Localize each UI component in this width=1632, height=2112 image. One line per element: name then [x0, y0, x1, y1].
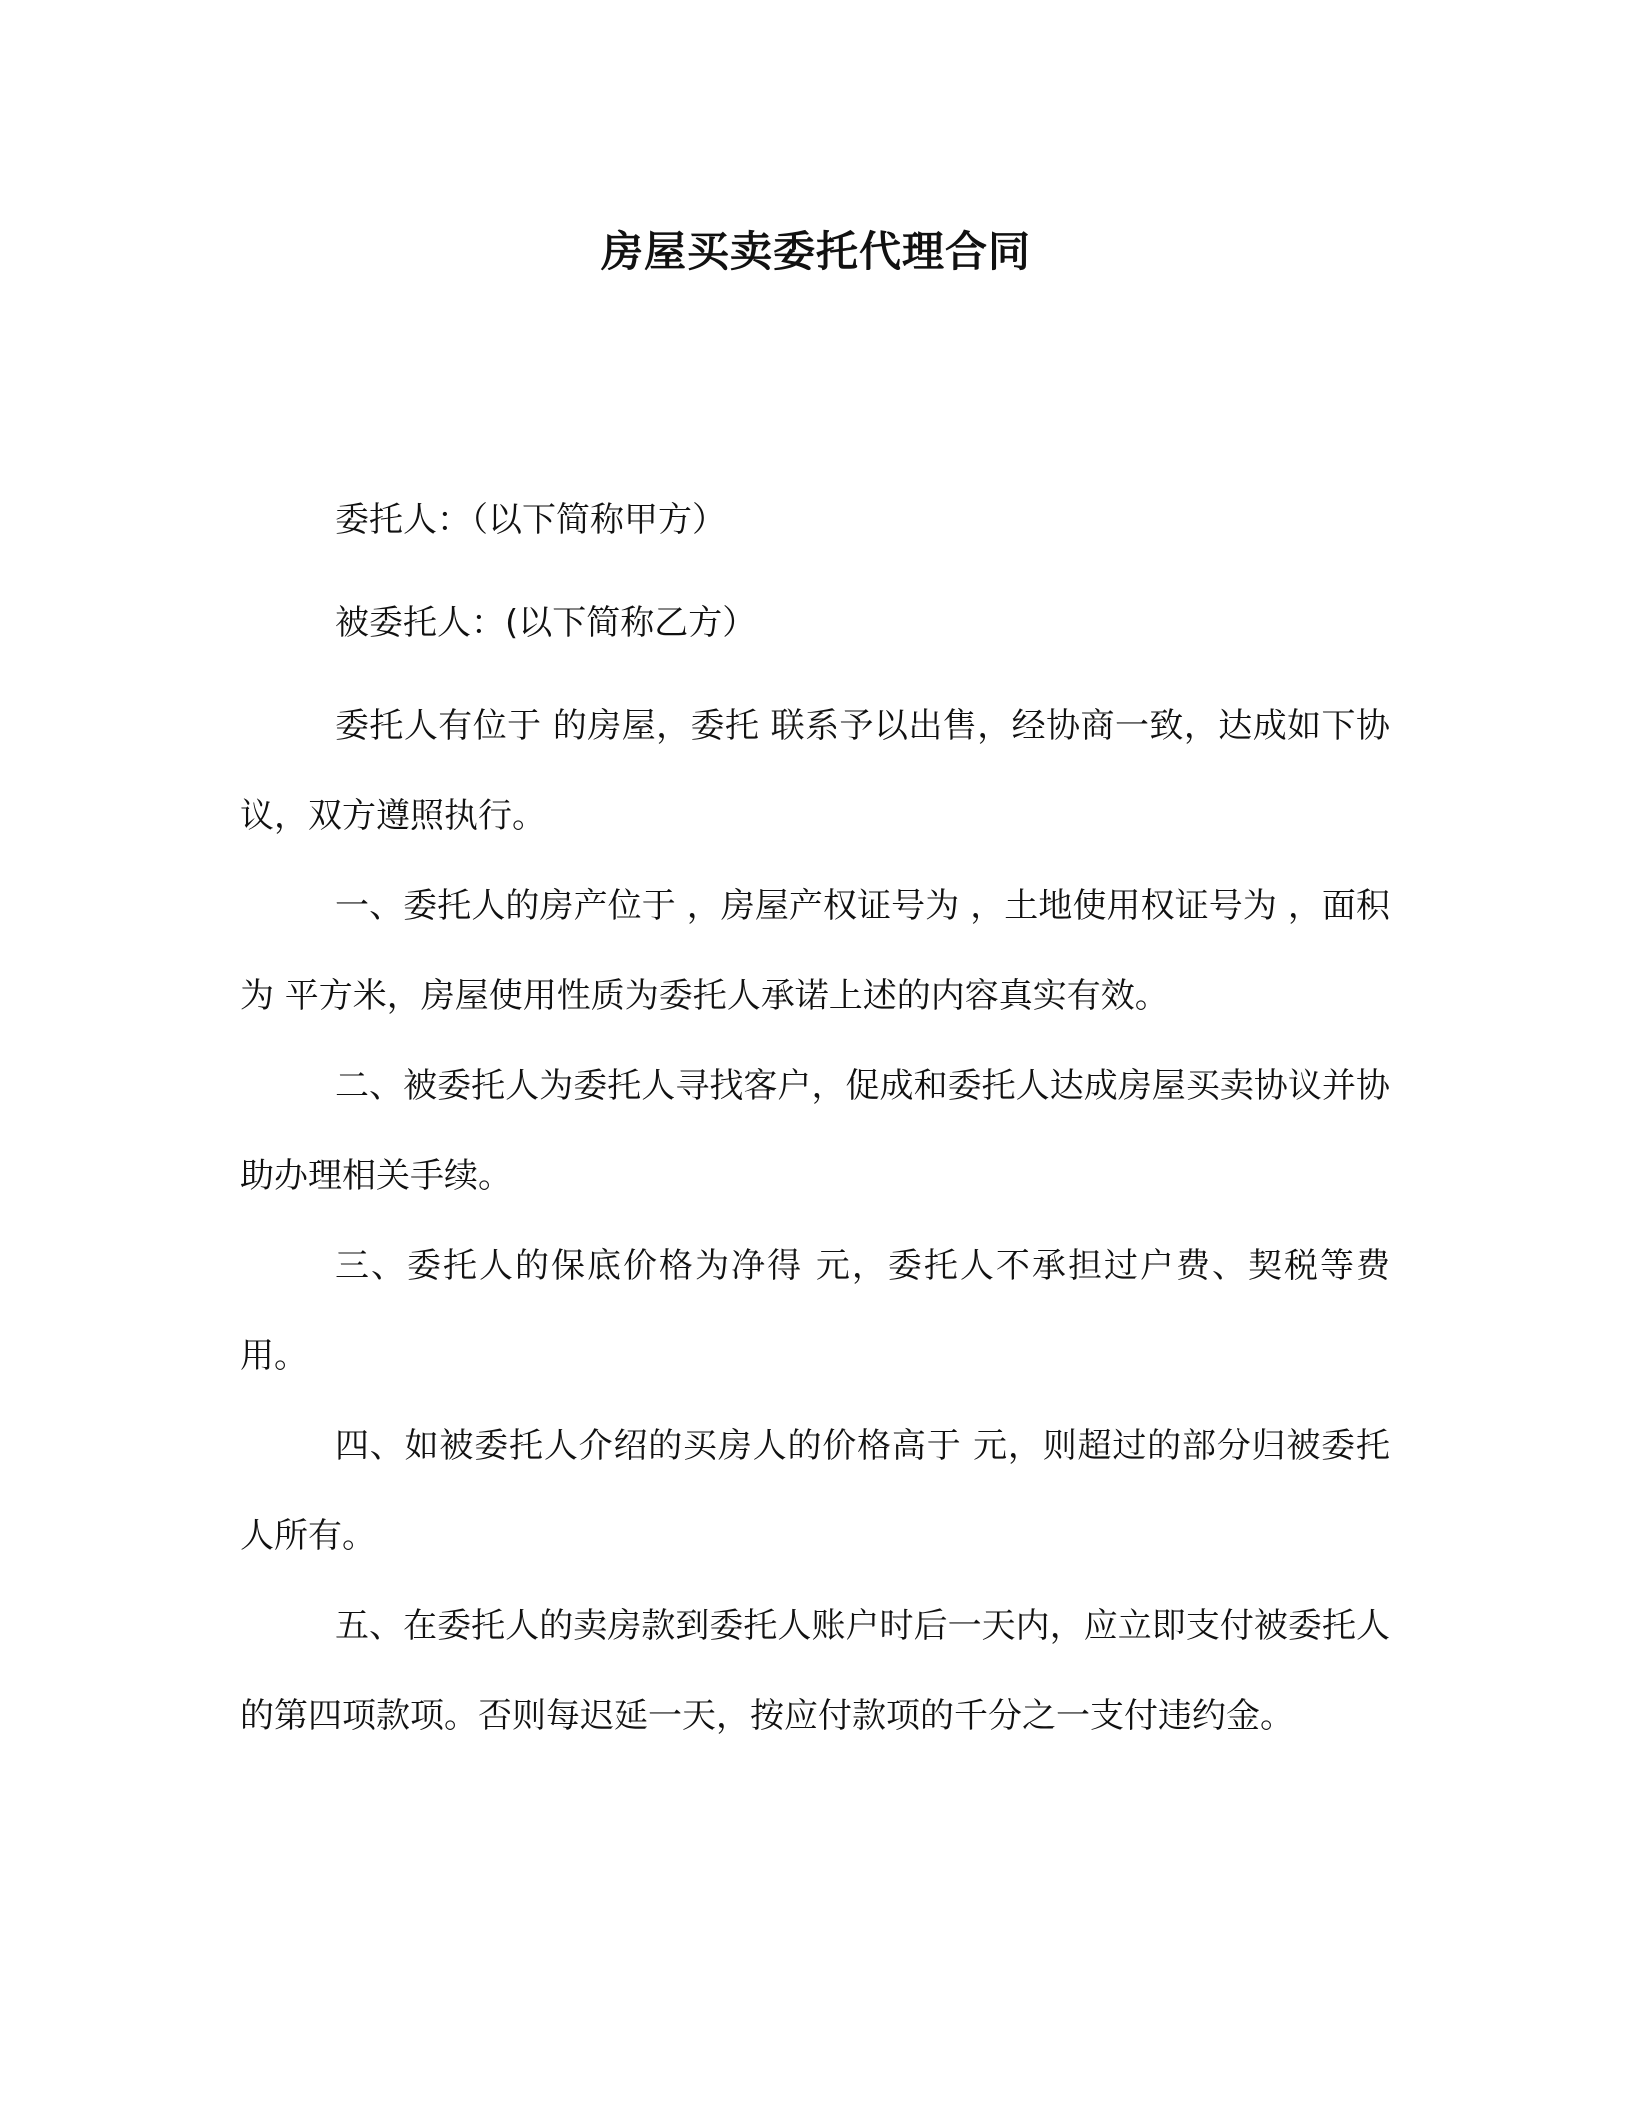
clause-5: 五、在委托人的卖房款到委托人账户时后一天内，应立即支付被委托人的第四项款项。否则每迟延一天，按应付款项的千分之一支付违约金。	[240, 1606, 1390, 1736]
document-title: 房屋买卖委托代理合同	[600, 227, 1031, 276]
clause-1: 一、委托人的房产位于 ，房屋产权证号为 ，土地使用权证号为 ，面积为 平方米，房屋使用性质为委托人承诺上述的内容真实有效。	[240, 886, 1390, 1016]
clause-2: 二、被委托人为委托人寻找客户，促成和委托人达成房屋买卖协议并协助办理相关手续。	[240, 1066, 1390, 1196]
clause-3: 三、委托人的保底价格为净得 元，委托人不承担过户费、契税等费用。	[240, 1246, 1390, 1376]
intro-paragraph: 委托人有位于 的房屋，委托 联系予以出售，经协商一致，达成如下协议，双方遵照执行。	[240, 706, 1390, 836]
agent-line: 被委托人：(以下简称乙方）	[335, 603, 757, 643]
principal-line: 委托人：（以下简称甲方）	[335, 500, 726, 540]
clause-4: 四、如被委托人介绍的买房人的价格高于 元，则超过的部分归被委托人所有。	[240, 1426, 1390, 1556]
